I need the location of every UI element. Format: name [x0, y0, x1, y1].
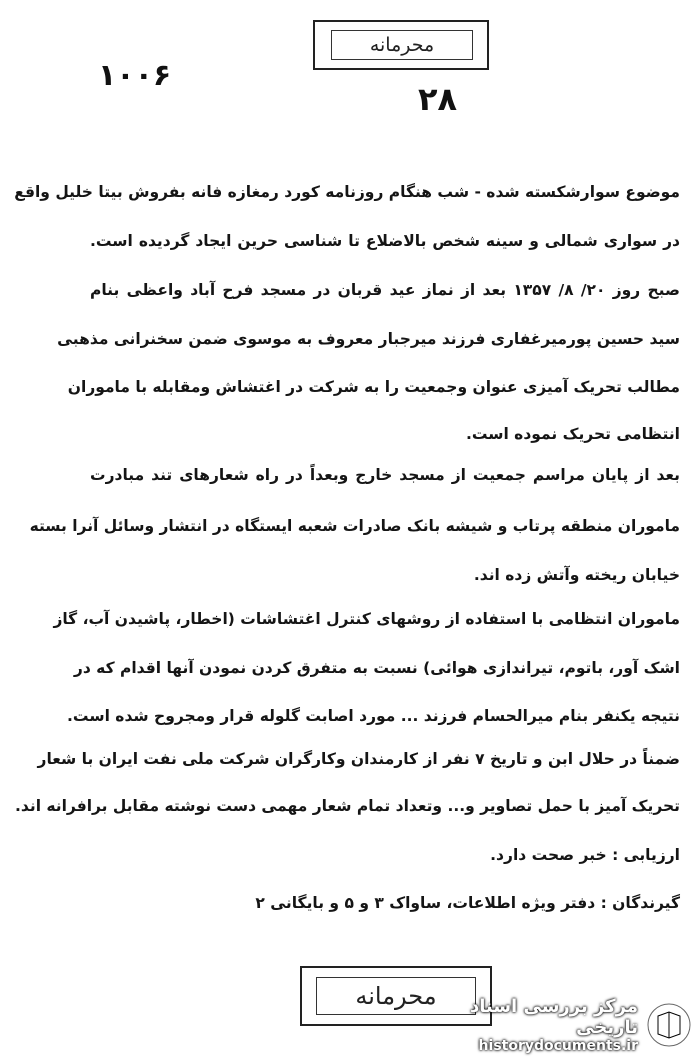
- evaluation-line: ارزیابی : خبر صحت دارد.: [490, 846, 680, 864]
- body-line-5: مطالب تحریک آمیزی عنوان وجمعیت را به شرکت در اغتشاش ومقابله با ماموران: [67, 378, 680, 396]
- confidential-stamp-top-text: محرمانه: [331, 30, 473, 60]
- confidential-stamp-top: [313, 20, 489, 70]
- confidential-stamp-bottom-text: محرمانه: [316, 977, 476, 1015]
- body-line-9: خیابان ریخته وآتش زده اند.: [473, 566, 680, 584]
- body-line-14: تحریک آمیز با حمل تصاویر و... وتعداد تمام شعار مهمی دست نوشته مقابل برافرانه اند.: [15, 797, 680, 815]
- archive-logo-icon: [646, 1002, 692, 1048]
- watermark-persian-text: مرکز بررسی اسناد تاریخی: [470, 996, 638, 1038]
- body-line-12: نتیجه یکنفر بنام میرالحسام فرزند ... مورد اصابت گلوله قرار ومجروح شده است.: [67, 707, 680, 725]
- body-line-3: صبح روز ۲۰/ ۸/ ۱۳۵۷ بعد از نماز عید قربان در مسجد فرح آباد واعظی بنام: [90, 281, 680, 299]
- body-line-8: ماموران منطقه پرتاب و شیشه بانک صادرات شعبه ایستگاه در انتشار وسائل آنرا بسته: [29, 517, 680, 535]
- body-line-10: ماموران انتظامی با استفاده از روشهای کنترل اغتشاشات (اخطار، پاشیدن آب، گاز: [53, 610, 680, 628]
- watermark-url-text: historydocuments.ir: [478, 1038, 638, 1054]
- document-number: ۱۰۰۶: [98, 58, 172, 93]
- body-line-6: انتظامی تحریک نموده است.: [465, 425, 680, 443]
- body-line-4: سید حسین پورمیرغفاری فرزند میرجبار معروف به موسوی ضمن سخنرانی مذهبی: [57, 330, 680, 348]
- body-line-13: ضمناً در حلال ابن و تاریخ ۷ نفر از کارمندان وکارگران شرکت ملی نفت ایران با شعار: [37, 750, 680, 768]
- body-line-11: اشک آور، باتوم، تیراندازی هوائی) نسبت به متفرق کردن نمودن آنها اقدام که در: [73, 659, 680, 677]
- body-line-7: بعد از پایان مراسم جمعیت از مسجد خارج وبعداً در راه شعارهای تند مبادرت: [90, 466, 680, 484]
- recipients-line: گیرندگان : دفتر ویژه اطلاعات، ساواک ۳ و ۵ و بایگانی ۲: [255, 894, 680, 912]
- archive-watermark: [402, 997, 692, 1053]
- watermark-text: [402, 996, 638, 1054]
- body-line-1: موضوع سوارشکسته شده - شب هنگام روزنامه کورد رمغازه فانه بفروش بیتا خلیل واقع: [14, 183, 680, 201]
- body-line-2: در سواری شمالی و سینه شخص بالاضلاع تا شناسی حرین ایجاد گردیده است.: [90, 232, 680, 250]
- page-number: ۲۸: [418, 80, 458, 118]
